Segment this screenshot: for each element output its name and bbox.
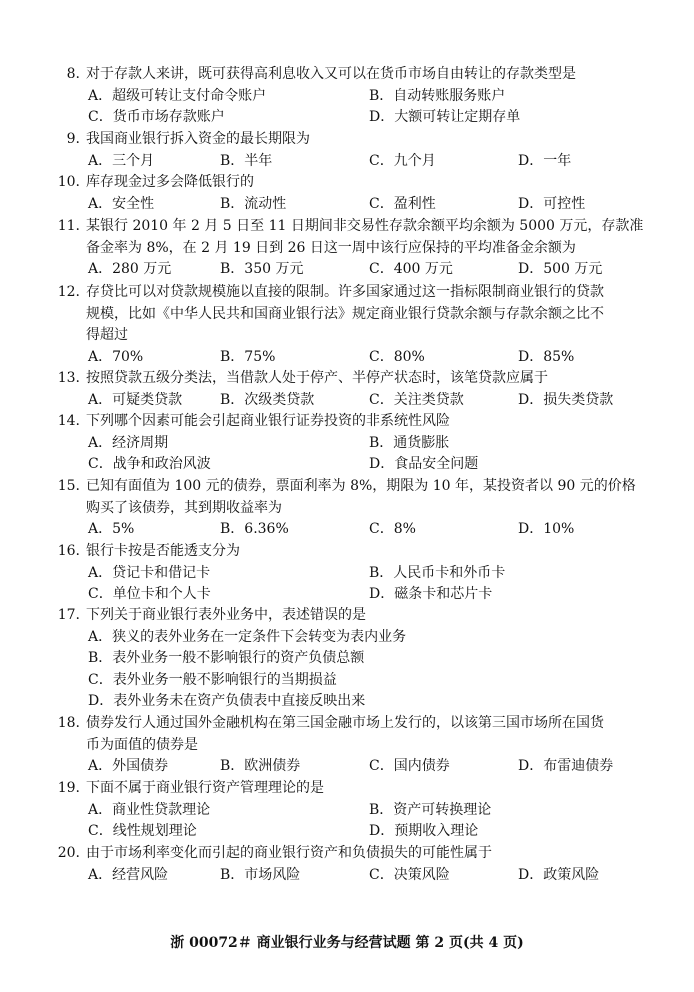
option-d: D．食品安全问题 — [369, 456, 479, 472]
question-text-line-2: 备金率为 8%，在 2 月 19 日到 26 日这一周中该行应保持的平均准备金余额为 — [86, 239, 576, 256]
option-d: D．可控性 — [518, 195, 586, 212]
option-a: A．商业性贷款理论 — [88, 801, 211, 818]
question-8 — [0, 64, 694, 129]
option-d: D．预期收入理论 — [369, 823, 479, 839]
question-number: 12. — [57, 284, 80, 300]
question-number: 16. — [57, 543, 80, 559]
question-number: 8. — [66, 66, 80, 82]
option-d: D．表外业务未在资产负债表中直接反映出来 — [88, 693, 366, 709]
question-text: 我国商业银行拆入资金的最长期限为 — [86, 131, 310, 147]
option-a: A．经营风险 — [88, 866, 169, 883]
question-9 — [0, 129, 694, 172]
question-text-line-2: 购买了该债券，其到期收益率为 — [86, 499, 282, 516]
question-text: 银行卡按是否能透支分为 — [86, 543, 240, 559]
question-text-line-2: 币为面值的债券是 — [86, 736, 198, 753]
question-14 — [0, 411, 694, 476]
option-b: B．表外业务一般不影响银行的资产负债总额 — [88, 650, 365, 666]
question-19 — [0, 778, 694, 843]
option-b: B．自动转账服务账户 — [369, 87, 506, 104]
option-d: D．政策风险 — [518, 866, 600, 883]
question-17 — [0, 605, 694, 713]
option-b: B．市场风险 — [220, 866, 301, 883]
question-number: 18. — [57, 715, 80, 731]
question-number: 15. — [57, 478, 80, 494]
question-number: 11. — [57, 218, 80, 234]
question-number: 19. — [57, 780, 80, 796]
option-c: C．关注类贷款 — [369, 391, 464, 408]
option-a: A．安全性 — [88, 195, 155, 212]
option-a: A．280 万元 — [88, 261, 172, 277]
option-a: A．可疑类贷款 — [88, 391, 183, 408]
option-a: A．5% — [88, 521, 135, 537]
option-b: B．75% — [220, 348, 276, 365]
question-text: 按照贷款五级分类法，当借款人处于停产、半停产状态时，该笔贷款应属于 — [86, 370, 548, 386]
option-a: A．经济周期 — [88, 434, 169, 451]
question-number: 17. — [57, 607, 80, 623]
option-c: C．400 万元 — [369, 261, 453, 277]
option-c: C．8% — [369, 521, 416, 537]
question-11 — [0, 216, 694, 281]
option-a: A．70% — [88, 348, 144, 365]
page-footer: 浙 00072＃ 商业银行业务与经营试题 第 2 页(共 4 页) — [170, 935, 524, 951]
question-number: 9. — [66, 131, 80, 147]
option-b: B．次级类贷款 — [220, 391, 315, 408]
option-b: B．流动性 — [220, 195, 287, 212]
question-text: 下面不属于商业银行资产管理理论的是 — [86, 780, 324, 796]
option-b: B．通货膨胀 — [369, 434, 450, 451]
option-d: D．85% — [518, 348, 575, 365]
option-c: C．盈利性 — [369, 195, 436, 212]
option-c: C．货币市场存款账户 — [88, 109, 225, 125]
option-c: C．单位卡和个人卡 — [88, 586, 211, 602]
option-d: D．磁条卡和芯片卡 — [369, 586, 493, 602]
question-number: 13. — [57, 370, 80, 386]
option-d: D．损失类贷款 — [518, 391, 614, 408]
option-d: D．大额可转让定期存单 — [369, 109, 521, 125]
question-number: 20. — [57, 845, 80, 861]
question-text-line-2: 规模，比如《中华人民共和国商业银行法》规定商业银行贷款余额与存款余额之比不 — [86, 305, 604, 322]
question-text-line-1: 债券发行人通过国外金融机构在第三国金融市场上发行的，以该第三国市场所在国货 — [86, 715, 604, 731]
option-a: A．三个月 — [88, 152, 155, 169]
question-10 — [0, 172, 694, 215]
option-b: B．人民币卡和外币卡 — [369, 564, 506, 581]
option-c: C．决策风险 — [369, 866, 450, 883]
option-c: C．九个月 — [369, 152, 436, 169]
option-c: C．表外业务一般不影响银行的当期损益 — [88, 671, 337, 688]
option-c: C．国内债券 — [369, 758, 450, 774]
option-b: B．资产可转换理论 — [369, 801, 492, 818]
question-text-line-1: 某银行 2010 年 2 月 5 日至 11 日期间非交易性存款余额平均余额为 5000 万元，存款准 — [86, 218, 644, 234]
question-number: 14. — [57, 413, 80, 429]
option-a: A．贷记卡和借记卡 — [88, 564, 211, 581]
option-d: D．10% — [518, 521, 575, 537]
question-text: 库存现金过多会降低银行的 — [86, 174, 254, 190]
option-a: A．超级可转让支付命令账户 — [88, 87, 267, 104]
option-c: C．线性规划理论 — [88, 823, 197, 839]
question-15 — [0, 476, 694, 541]
question-16 — [0, 541, 694, 606]
option-b: B．欧洲债券 — [220, 758, 301, 774]
option-c: C．80% — [369, 348, 425, 365]
option-a: A．外国债券 — [88, 758, 169, 774]
option-d: D．布雷迪债券 — [518, 758, 614, 774]
option-d: D．500 万元 — [518, 261, 603, 277]
question-text: 下列关于商业银行表外业务中，表述错误的是 — [86, 607, 366, 623]
option-b: B．6.36% — [220, 521, 289, 537]
option-b: B．半年 — [220, 152, 273, 169]
question-number: 10. — [57, 174, 80, 190]
question-text: 由于市场利率变化而引起的商业银行资产和负债损失的可能性属于 — [86, 845, 492, 861]
question-12 — [0, 282, 694, 368]
option-d: D．一年 — [518, 152, 572, 169]
option-c: C．战争和政治风波 — [88, 456, 211, 472]
question-13 — [0, 368, 694, 411]
question-text: 对于存款人来讲，既可获得高利息收入又可以在货币市场自由转让的存款类型是 — [86, 66, 576, 82]
question-text-line-3: 得超过 — [86, 327, 128, 343]
option-b: B．350 万元 — [220, 261, 304, 277]
question-text: 下列哪个因素可能会引起商业银行证券投资的非系统性风险 — [86, 413, 450, 429]
question-text-line-1: 存贷比可以对贷款规模施以直接的限制。许多国家通过这一指标限制商业银行的贷款 — [86, 284, 604, 300]
option-a: A．狭义的表外业务在一定条件下会转变为表内业务 — [88, 628, 407, 645]
question-text-line-1: 已知有面值为 100 元的债券，票面利率为 8%，期限为 10 年，某投资者以 90 元的价格 — [86, 478, 636, 494]
question-18 — [0, 713, 694, 778]
question-20 — [0, 843, 694, 886]
